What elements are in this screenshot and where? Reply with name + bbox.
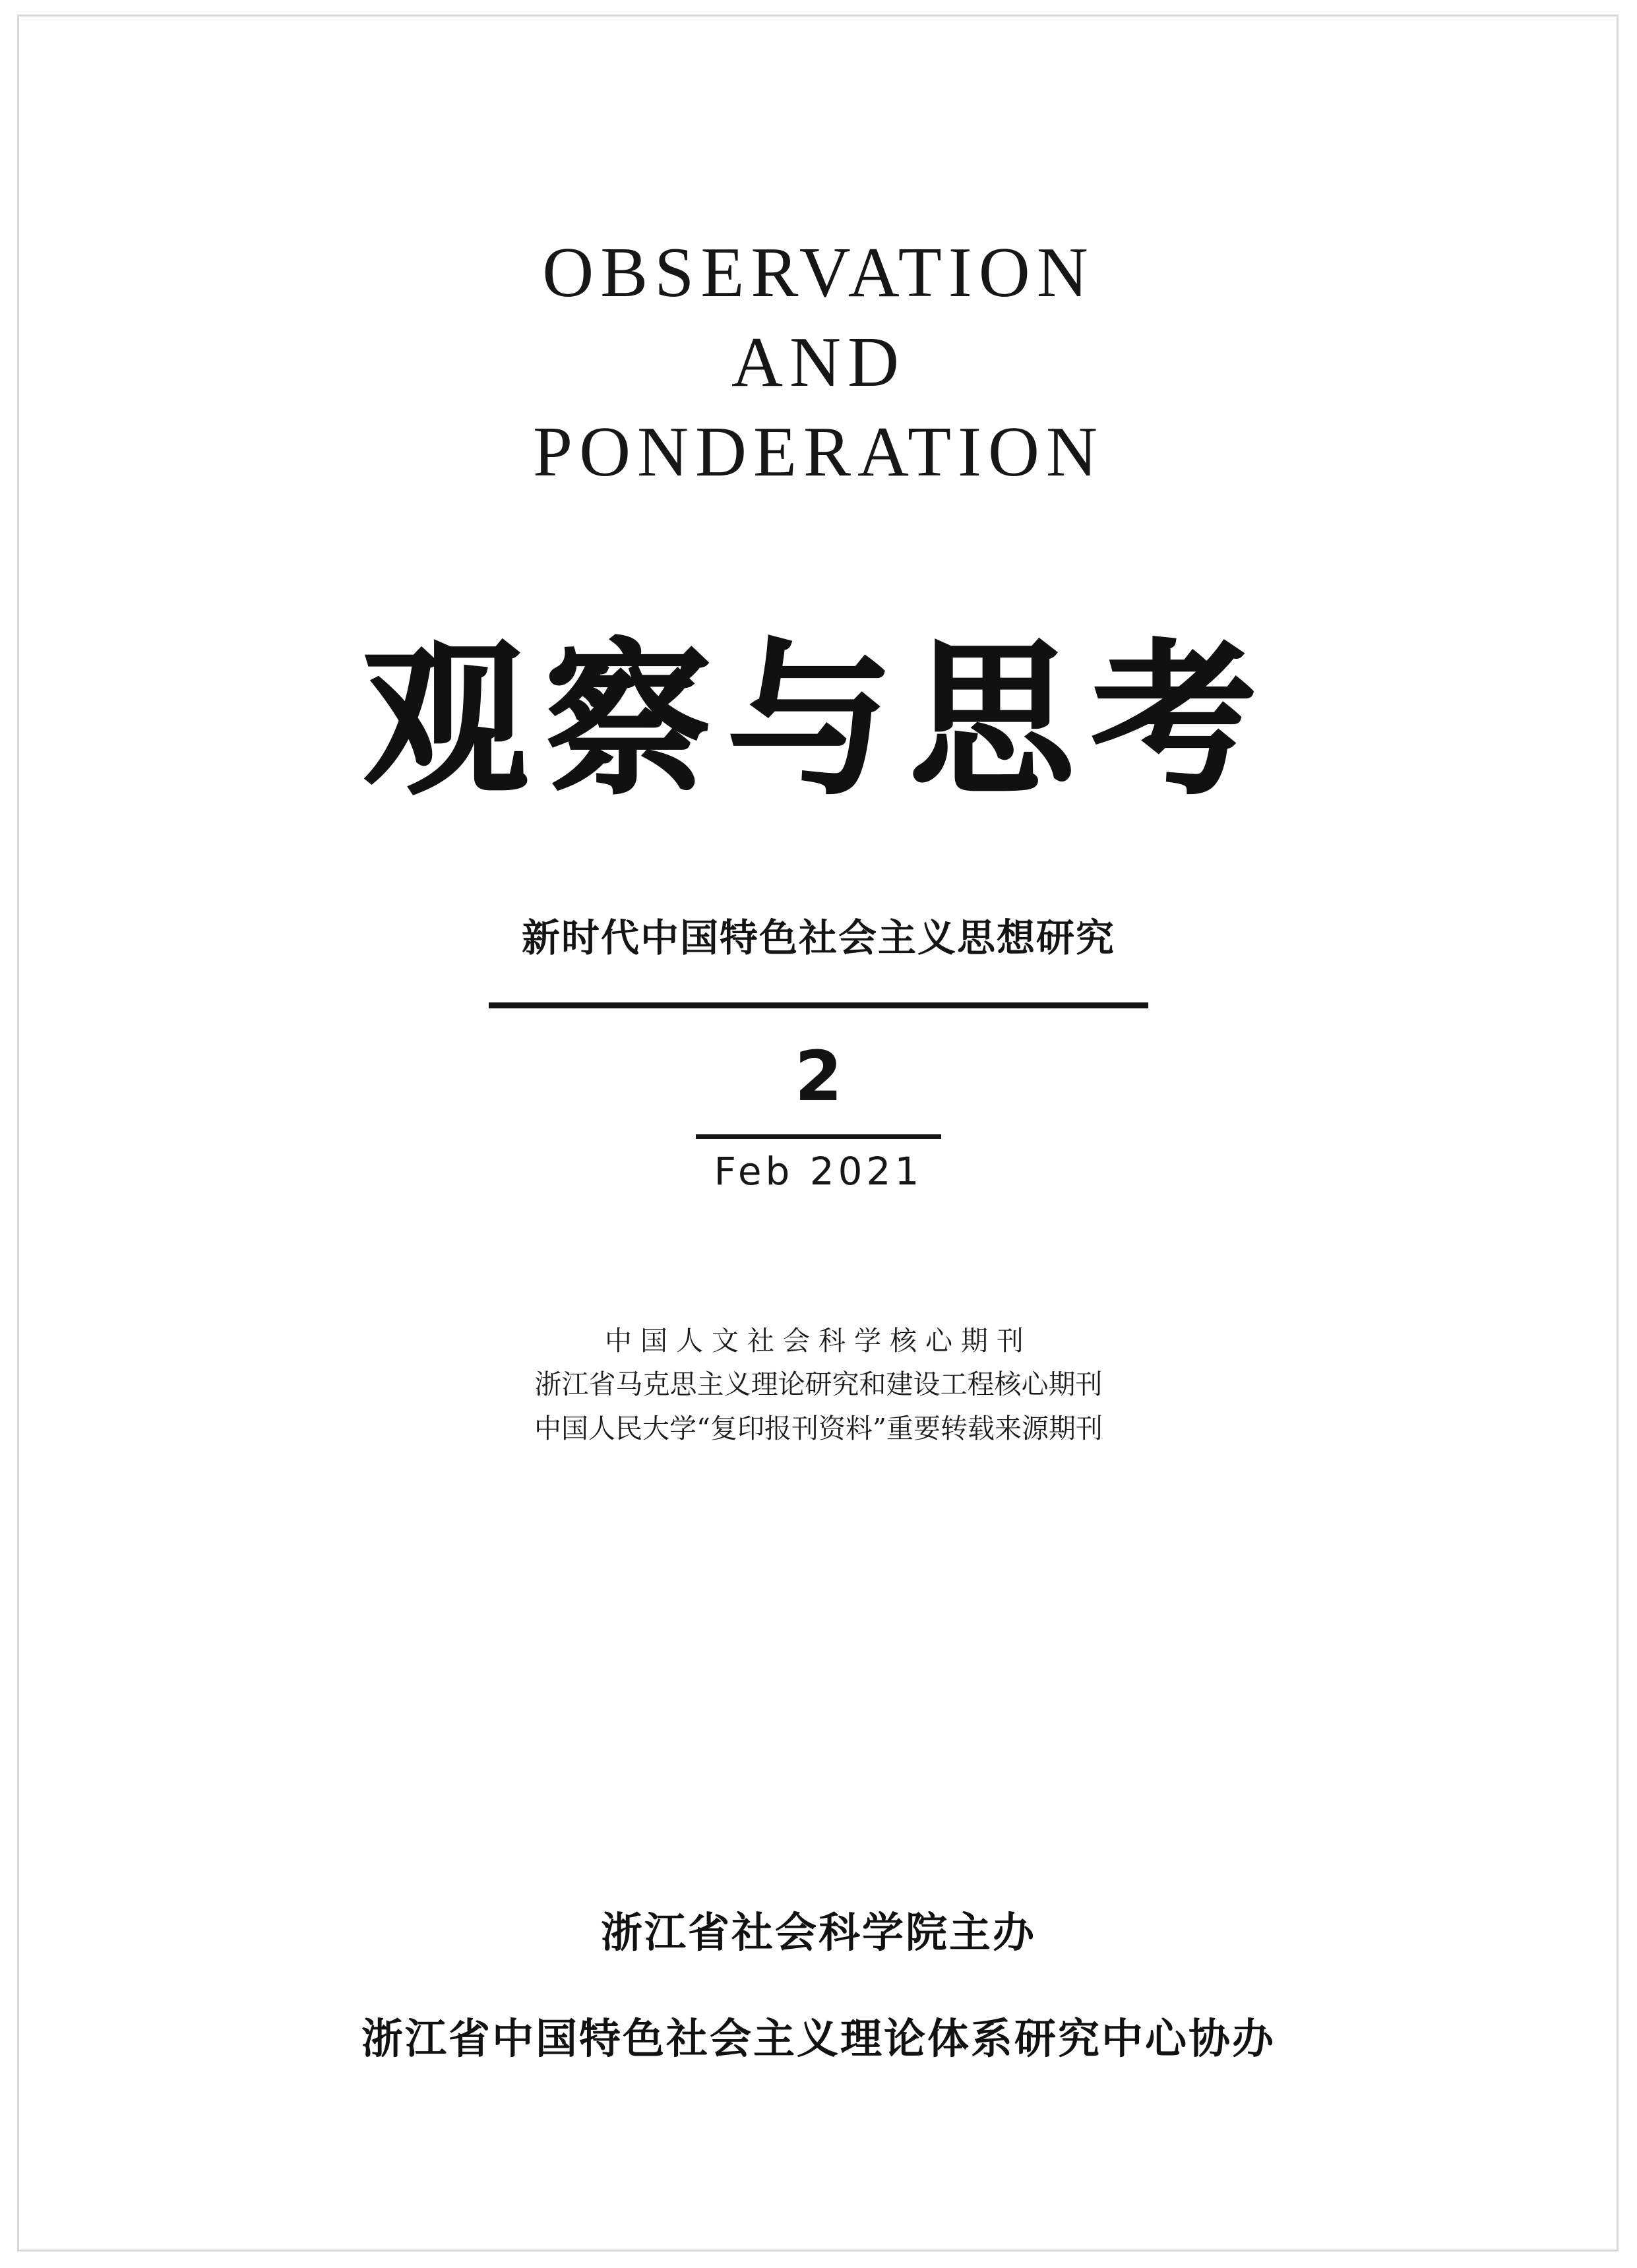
issue-date: Feb 2021 [714,1149,923,1194]
english-title [0,233,1637,491]
english-title-line-3: PONDERATION [533,413,1104,491]
chinese-subtitle: 新时代中国特色社会主义思想研究 [521,915,1115,960]
accolade-line-3: 中国人民大学“复印报刊资料”重要转载来源期刊 [534,1412,1103,1444]
divider-above-issue [489,1002,1148,1008]
english-title-line-2: AND [731,323,906,402]
publisher-line-1: 浙江省社会科学院主办 [601,1908,1036,1957]
accolade-line-1: 中国人文社会科学核心期刊 [605,1325,1032,1357]
english-title-line-1: OBSERVATION [542,233,1095,312]
issue-number: 2 [794,1036,843,1117]
accolade-line-2: 浙江省马克思主义理论研究和建设工程核心期刊 [534,1368,1103,1401]
accolades-block [0,1319,1637,1450]
divider-below-issue [696,1134,941,1139]
publisher-block [0,1899,1637,2066]
publisher-line-2: 浙江省中国特色社会主义理论体系研究中心协办 [361,2014,1276,2063]
chinese-title: 观察与思考 [363,623,1274,816]
